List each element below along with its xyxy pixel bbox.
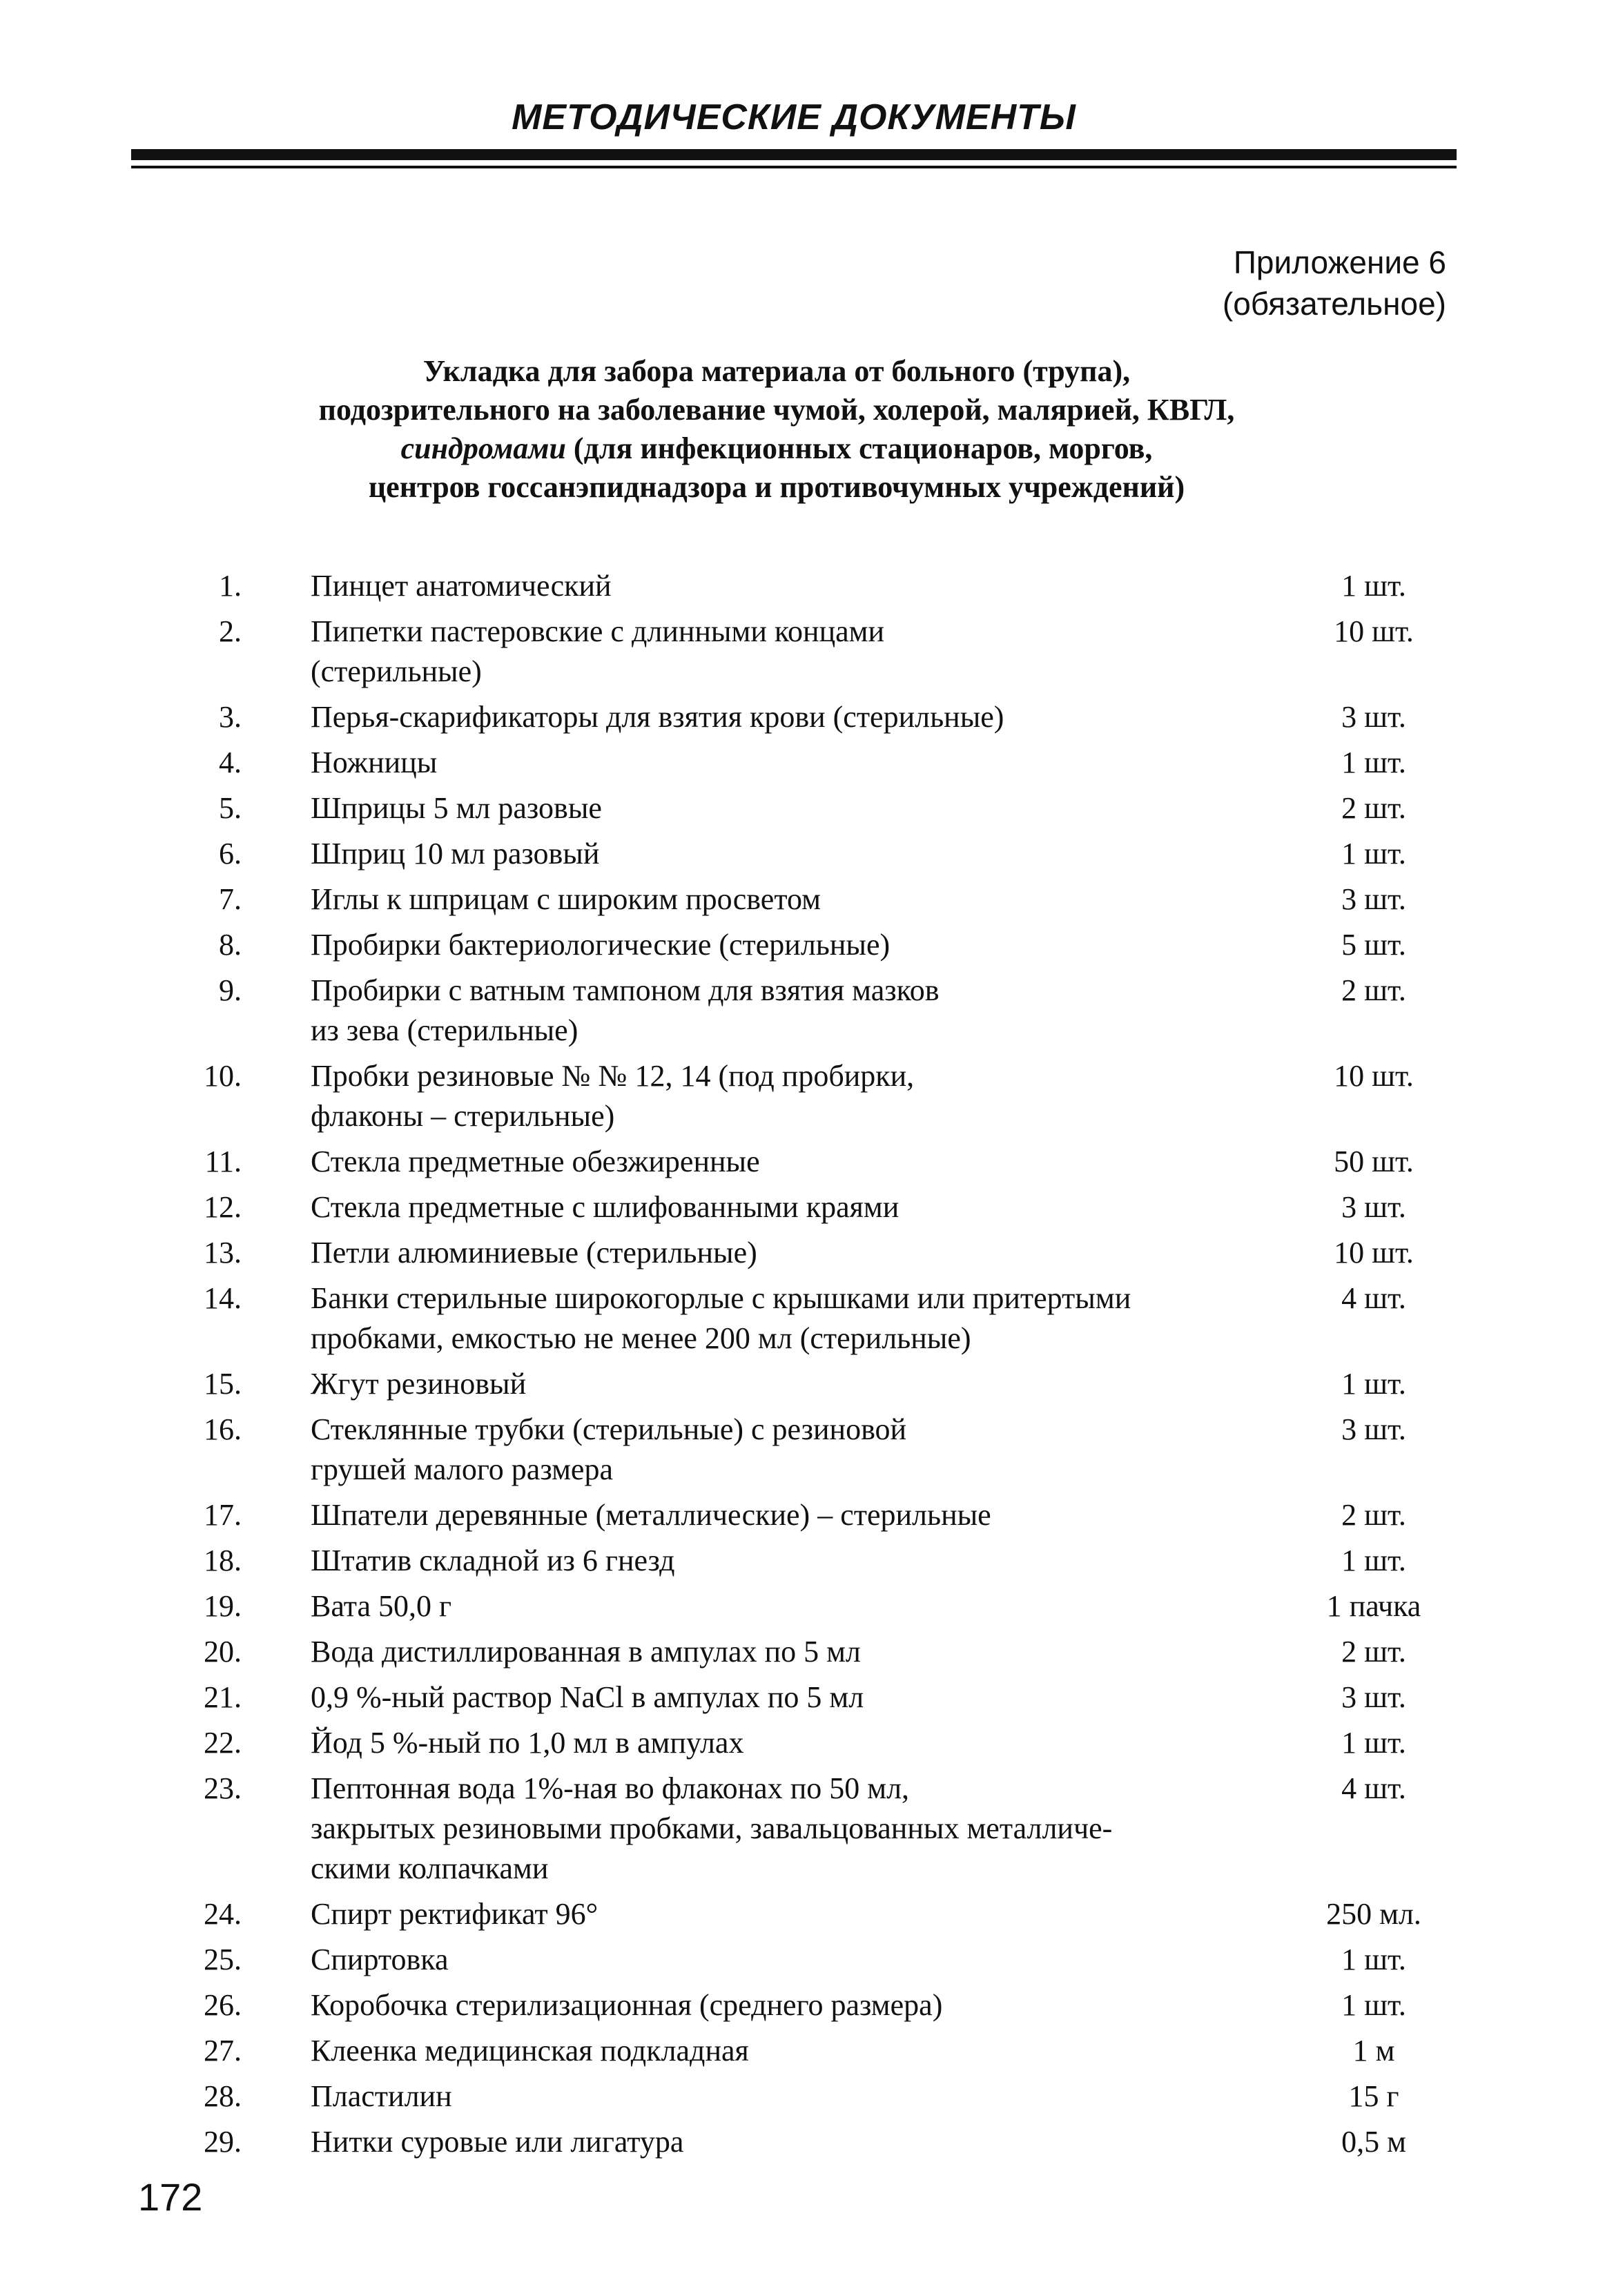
item-description-line: (стерильные) xyxy=(311,654,482,688)
list-item xyxy=(159,1586,1450,1626)
list-item xyxy=(159,1677,1450,1718)
item-quantity: 3 шт. xyxy=(1341,1680,1406,1714)
appendix-label xyxy=(1223,242,1446,324)
item-description-line: грушей малого размера xyxy=(311,1452,613,1486)
item-description-line: Спирт ректификат 96° xyxy=(311,1897,599,1931)
item-description xyxy=(311,743,1298,783)
item-description-line: из зева (стерильные) xyxy=(311,1013,578,1047)
list-item xyxy=(159,1142,1450,1182)
item-quantity: 1 шт. xyxy=(1341,1726,1406,1760)
item-number: 6. xyxy=(219,837,242,870)
list-item xyxy=(159,1894,1450,1934)
item-quantity: 3 шт. xyxy=(1341,700,1406,734)
item-description xyxy=(311,1723,1298,1763)
item-number: 27. xyxy=(204,2034,242,2068)
list-item xyxy=(159,1233,1450,1273)
item-quantity: 2 шт. xyxy=(1341,791,1406,825)
item-description-line: Стекла предметные с шлифованными краями xyxy=(311,1190,899,1224)
item-quantity: 4 шт. xyxy=(1341,1771,1406,1805)
list-item xyxy=(159,1723,1450,1763)
item-description-line: пробками, емкостью не менее 200 мл (стерильные) xyxy=(311,1321,971,1355)
item-description xyxy=(311,566,1298,606)
title-line-4: центров госсанэпиднадзора и противочумных учреждений) xyxy=(368,470,1185,504)
item-number: 24. xyxy=(204,1897,242,1931)
title-line-3-rest: (для инфекционных стационаров, моргов, xyxy=(565,431,1153,465)
item-number: 26. xyxy=(204,1988,242,2022)
item-description-line: Клеенка медицинская подкладная xyxy=(311,2034,749,2068)
item-quantity: 3 шт. xyxy=(1341,882,1406,916)
item-number: 25. xyxy=(204,1943,242,1976)
item-description xyxy=(311,925,1298,965)
item-description-line: флаконы – стерильные) xyxy=(311,1099,615,1133)
list-item xyxy=(159,2122,1450,2162)
item-number: 14. xyxy=(204,1281,242,1315)
item-number: 7. xyxy=(219,882,242,916)
item-description-line: Спиртовка xyxy=(311,1943,449,1976)
list-item xyxy=(159,1632,1450,1672)
item-quantity: 10 шт. xyxy=(1334,1236,1414,1269)
title-italic-word: синдромами xyxy=(400,431,566,465)
item-quantity: 1 шт. xyxy=(1341,1544,1406,1577)
item-number: 5. xyxy=(219,791,242,825)
item-quantity: 3 шт. xyxy=(1341,1190,1406,1224)
items-list xyxy=(159,566,1450,2168)
item-number: 13. xyxy=(204,1236,242,1269)
item-description-line: Ножницы xyxy=(311,746,438,779)
item-quantity: 0,5 м xyxy=(1341,2125,1406,2159)
header-rule-thick xyxy=(131,149,1457,160)
item-description-line: Пробки резиновые № № 12, 14 (под пробирки, xyxy=(311,1059,915,1093)
item-quantity: 2 шт. xyxy=(1341,1635,1406,1669)
item-number: 21. xyxy=(204,1680,242,1714)
list-item xyxy=(159,1364,1450,1404)
item-number: 12. xyxy=(204,1190,242,1224)
item-description-line: Йод 5 %-ный по 1,0 мл в ампулах xyxy=(311,1726,744,1760)
title-line-1: Укладка для забора материала от больного (трупа), xyxy=(422,354,1131,388)
list-item xyxy=(159,697,1450,737)
list-item xyxy=(159,1769,1450,1889)
item-description xyxy=(311,1056,1298,1136)
item-description-line: Банки стерильные широкогорлые с крышками или притертыми xyxy=(311,1281,1131,1315)
item-description-line: Стеклянные трубки (стерильные) с резиновой xyxy=(311,1412,907,1446)
item-number: 29. xyxy=(204,2125,242,2159)
item-description-line: Пинцет анатомический xyxy=(311,569,612,603)
item-description-line: скими колпачками xyxy=(311,1851,549,1885)
item-description xyxy=(311,1364,1298,1404)
document-title xyxy=(207,352,1346,507)
item-number: 3. xyxy=(219,700,242,734)
page-number: 172 xyxy=(138,2175,203,2219)
list-item xyxy=(159,612,1450,692)
item-number: 8. xyxy=(219,928,242,962)
item-description-line: Шприц 10 мл разовый xyxy=(311,837,600,870)
item-number: 9. xyxy=(219,973,242,1007)
item-description-line: закрытых резиновыми пробками, завальцованных металличе- xyxy=(311,1811,1113,1845)
item-description-line: Жгут резиновый xyxy=(311,1367,527,1401)
item-description-line: Пластилин xyxy=(311,2079,452,2113)
item-description xyxy=(311,1894,1298,1934)
item-quantity: 1 шт. xyxy=(1341,1367,1406,1401)
item-quantity: 1 пачка xyxy=(1326,1589,1421,1623)
item-description-line: Перья-скарификаторы для взятия крови (стерильные) xyxy=(311,700,1004,734)
item-number: 10. xyxy=(204,1059,242,1093)
item-description xyxy=(311,1541,1298,1581)
item-number: 2. xyxy=(219,614,242,648)
item-description-line: Вата 50,0 г xyxy=(311,1589,452,1623)
item-quantity: 15 г xyxy=(1348,2079,1399,2113)
item-number: 1. xyxy=(219,569,242,603)
item-quantity: 2 шт. xyxy=(1341,1498,1406,1532)
item-description xyxy=(311,1586,1298,1626)
list-item xyxy=(159,1495,1450,1535)
list-item xyxy=(159,879,1450,920)
item-description-line: Нитки суровые или лигатура xyxy=(311,2125,684,2159)
item-description xyxy=(311,2031,1298,2071)
list-item xyxy=(159,1278,1450,1359)
item-quantity: 1 шт. xyxy=(1341,1943,1406,1976)
list-item xyxy=(159,1541,1450,1581)
item-quantity: 1 шт. xyxy=(1341,837,1406,870)
list-item xyxy=(159,566,1450,606)
item-description xyxy=(311,612,1298,692)
item-quantity: 2 шт. xyxy=(1341,973,1406,1007)
item-quantity: 1 шт. xyxy=(1341,1988,1406,2022)
item-description xyxy=(311,834,1298,874)
list-item xyxy=(159,1410,1450,1490)
item-description-line: Коробочка стерилизационная (среднего размера) xyxy=(311,1988,943,2022)
list-item xyxy=(159,1056,1450,1136)
item-description xyxy=(311,1632,1298,1672)
item-number: 17. xyxy=(204,1498,242,1532)
header-rule-thin xyxy=(131,166,1457,168)
item-number: 16. xyxy=(204,1412,242,1446)
item-description xyxy=(311,1233,1298,1273)
item-description xyxy=(311,1278,1298,1359)
list-item xyxy=(159,788,1450,828)
item-quantity: 1 шт. xyxy=(1341,569,1406,603)
item-quantity: 50 шт. xyxy=(1334,1145,1414,1178)
item-description-line: Пробирки с ватным тампоном для взятия мазков xyxy=(311,973,940,1007)
appendix-status: (обязательное) xyxy=(1222,286,1446,322)
appendix-number: Приложение 6 xyxy=(1233,244,1446,280)
item-description-line: Штатив складной из 6 гнезд xyxy=(311,1544,675,1577)
item-number: 28. xyxy=(204,2079,242,2113)
item-description xyxy=(311,2122,1298,2162)
title-line-3 xyxy=(207,429,1346,468)
list-item xyxy=(159,1187,1450,1227)
list-item xyxy=(159,925,1450,965)
item-number: 18. xyxy=(204,1544,242,1577)
item-description xyxy=(311,788,1298,828)
item-description xyxy=(311,1940,1298,1980)
item-number: 11. xyxy=(204,1145,242,1178)
item-number: 19. xyxy=(204,1589,242,1623)
item-description-line: Стекла предметные обезжиренные xyxy=(311,1145,760,1178)
item-description-line: Пробирки бактериологические (стерильные) xyxy=(311,928,891,962)
item-quantity: 1 м xyxy=(1352,2034,1395,2068)
item-quantity: 4 шт. xyxy=(1341,1281,1406,1315)
list-item xyxy=(159,834,1450,874)
item-description-line: Пептонная вода 1%-ная во флаконах по 50 мл, xyxy=(311,1771,910,1805)
item-description xyxy=(311,879,1298,920)
item-description xyxy=(311,1495,1298,1535)
item-description-line: Иглы к шприцам с широким просветом xyxy=(311,882,821,916)
item-number: 15. xyxy=(204,1367,242,1401)
list-item xyxy=(159,971,1450,1051)
item-description-line: Шприцы 5 мл разовые xyxy=(311,791,602,825)
item-number: 22. xyxy=(204,1726,242,1760)
header-title: МЕТОДИЧЕСКИЕ ДОКУМЕНТЫ xyxy=(512,97,1076,137)
item-description xyxy=(311,1410,1298,1490)
item-quantity: 5 шт. xyxy=(1341,928,1406,962)
item-description xyxy=(311,1142,1298,1182)
item-quantity: 10 шт. xyxy=(1334,1059,1414,1093)
item-description xyxy=(311,1985,1298,2025)
list-item xyxy=(159,2076,1450,2117)
item-description-line: Пипетки пастеровские с длинными концами xyxy=(311,614,885,648)
title-line-2: подозрительного на заболевание чумой, холерой, малярией, КВГЛ, xyxy=(318,393,1235,427)
item-description xyxy=(311,971,1298,1051)
list-item xyxy=(159,1985,1450,2025)
list-item xyxy=(159,2031,1450,2071)
item-number: 23. xyxy=(204,1771,242,1805)
item-description xyxy=(311,1187,1298,1227)
running-header xyxy=(131,97,1457,138)
item-quantity: 250 мл. xyxy=(1326,1897,1421,1931)
item-number: 4. xyxy=(219,746,242,779)
item-description-line: 0,9 %-ный раствор NaCl в ампулах по 5 мл xyxy=(311,1680,864,1714)
item-description-line: Петли алюминиевые (стерильные) xyxy=(311,1236,757,1269)
item-number: 20. xyxy=(204,1635,242,1669)
item-quantity: 1 шт. xyxy=(1341,746,1406,779)
item-quantity: 10 шт. xyxy=(1334,614,1414,648)
item-description xyxy=(311,1677,1298,1718)
item-description xyxy=(311,697,1298,737)
list-item xyxy=(159,1940,1450,1980)
item-description-line: Вода дистиллированная в ампулах по 5 мл xyxy=(311,1635,861,1669)
item-quantity: 3 шт. xyxy=(1341,1412,1406,1446)
list-item xyxy=(159,743,1450,783)
item-description xyxy=(311,1769,1298,1889)
item-description xyxy=(311,2076,1298,2117)
item-description-line: Шпатели деревянные (металлические) – стерильные xyxy=(311,1498,991,1532)
